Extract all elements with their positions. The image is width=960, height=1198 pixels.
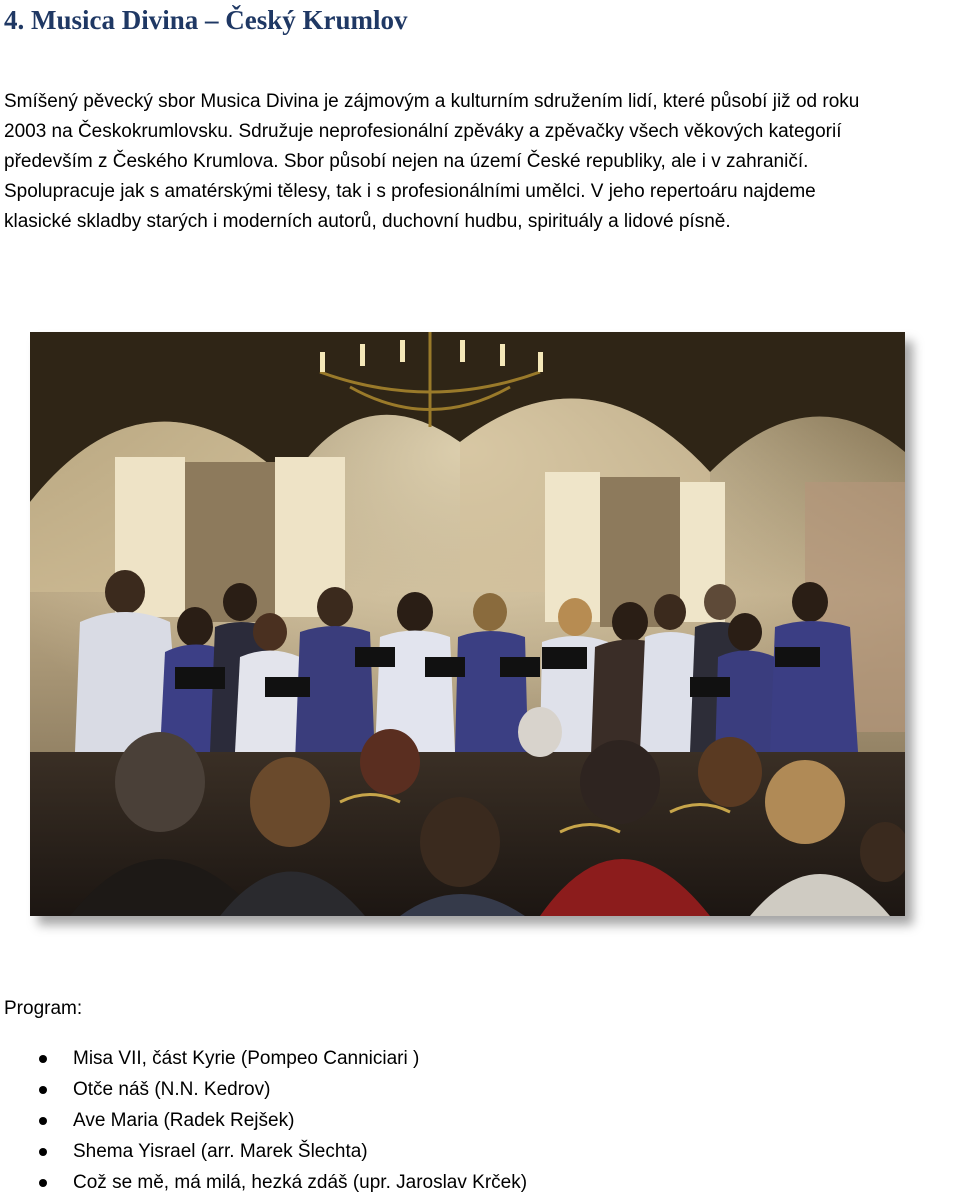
program-item <box>0 1105 950 1136</box>
intro-line: Smíšený pěvecký sbor Musica Divina je zájmovým a kulturním sdružením lidí, které působí již od roku <box>4 91 860 112</box>
intro-line: Spolupracuje jak s amatérskými tělesy, tak i s profesionálními umělci. V jeho repertoáru najdeme <box>4 181 816 202</box>
intro-line: 2003 na Českokrumlovsku. Sdružuje neprofesionální zpěváky a zpěvačky všech věkových kategorií <box>4 121 842 142</box>
intro-paragraph <box>4 87 954 237</box>
program-item-text: Shema Yisrael (arr. Marek Šlechta) <box>73 1141 368 1162</box>
program-item <box>0 1167 950 1198</box>
program-item-text: Což se mě, má milá, hezká zdáš (upr. Jaroslav Krček) <box>73 1172 528 1193</box>
bullet-icon <box>39 1117 47 1125</box>
choir-concert-photo-icon <box>30 332 905 916</box>
bullet-icon <box>39 1086 47 1094</box>
program-item <box>0 1074 950 1105</box>
bullet-icon <box>39 1055 47 1063</box>
intro-line: klasické skladby starých i moderních autorů, duchovní hudbu, spirituály a lidové písně. <box>4 211 731 232</box>
program-item-text: Otče náš (N.N. Kedrov) <box>73 1079 271 1100</box>
program-item-text: Misa VII, část Kyrie (Pompeo Canniciari ) <box>73 1048 420 1069</box>
program-list <box>0 1043 950 1198</box>
bullet-icon <box>39 1179 47 1187</box>
bullet-icon <box>39 1148 47 1156</box>
page-title: 4. Musica Divina – Český Krumlov <box>4 5 408 35</box>
program-item <box>0 1136 950 1167</box>
choir-photo <box>30 332 905 916</box>
program-label: Program: <box>4 998 83 1019</box>
program-item-text: Ave Maria (Radek Rejšek) <box>73 1110 295 1131</box>
intro-line: především z Českého Krumlova. Sbor působí nejen na území České republiky, ale i v zahraničí. <box>4 151 809 172</box>
program-item <box>0 1043 950 1074</box>
